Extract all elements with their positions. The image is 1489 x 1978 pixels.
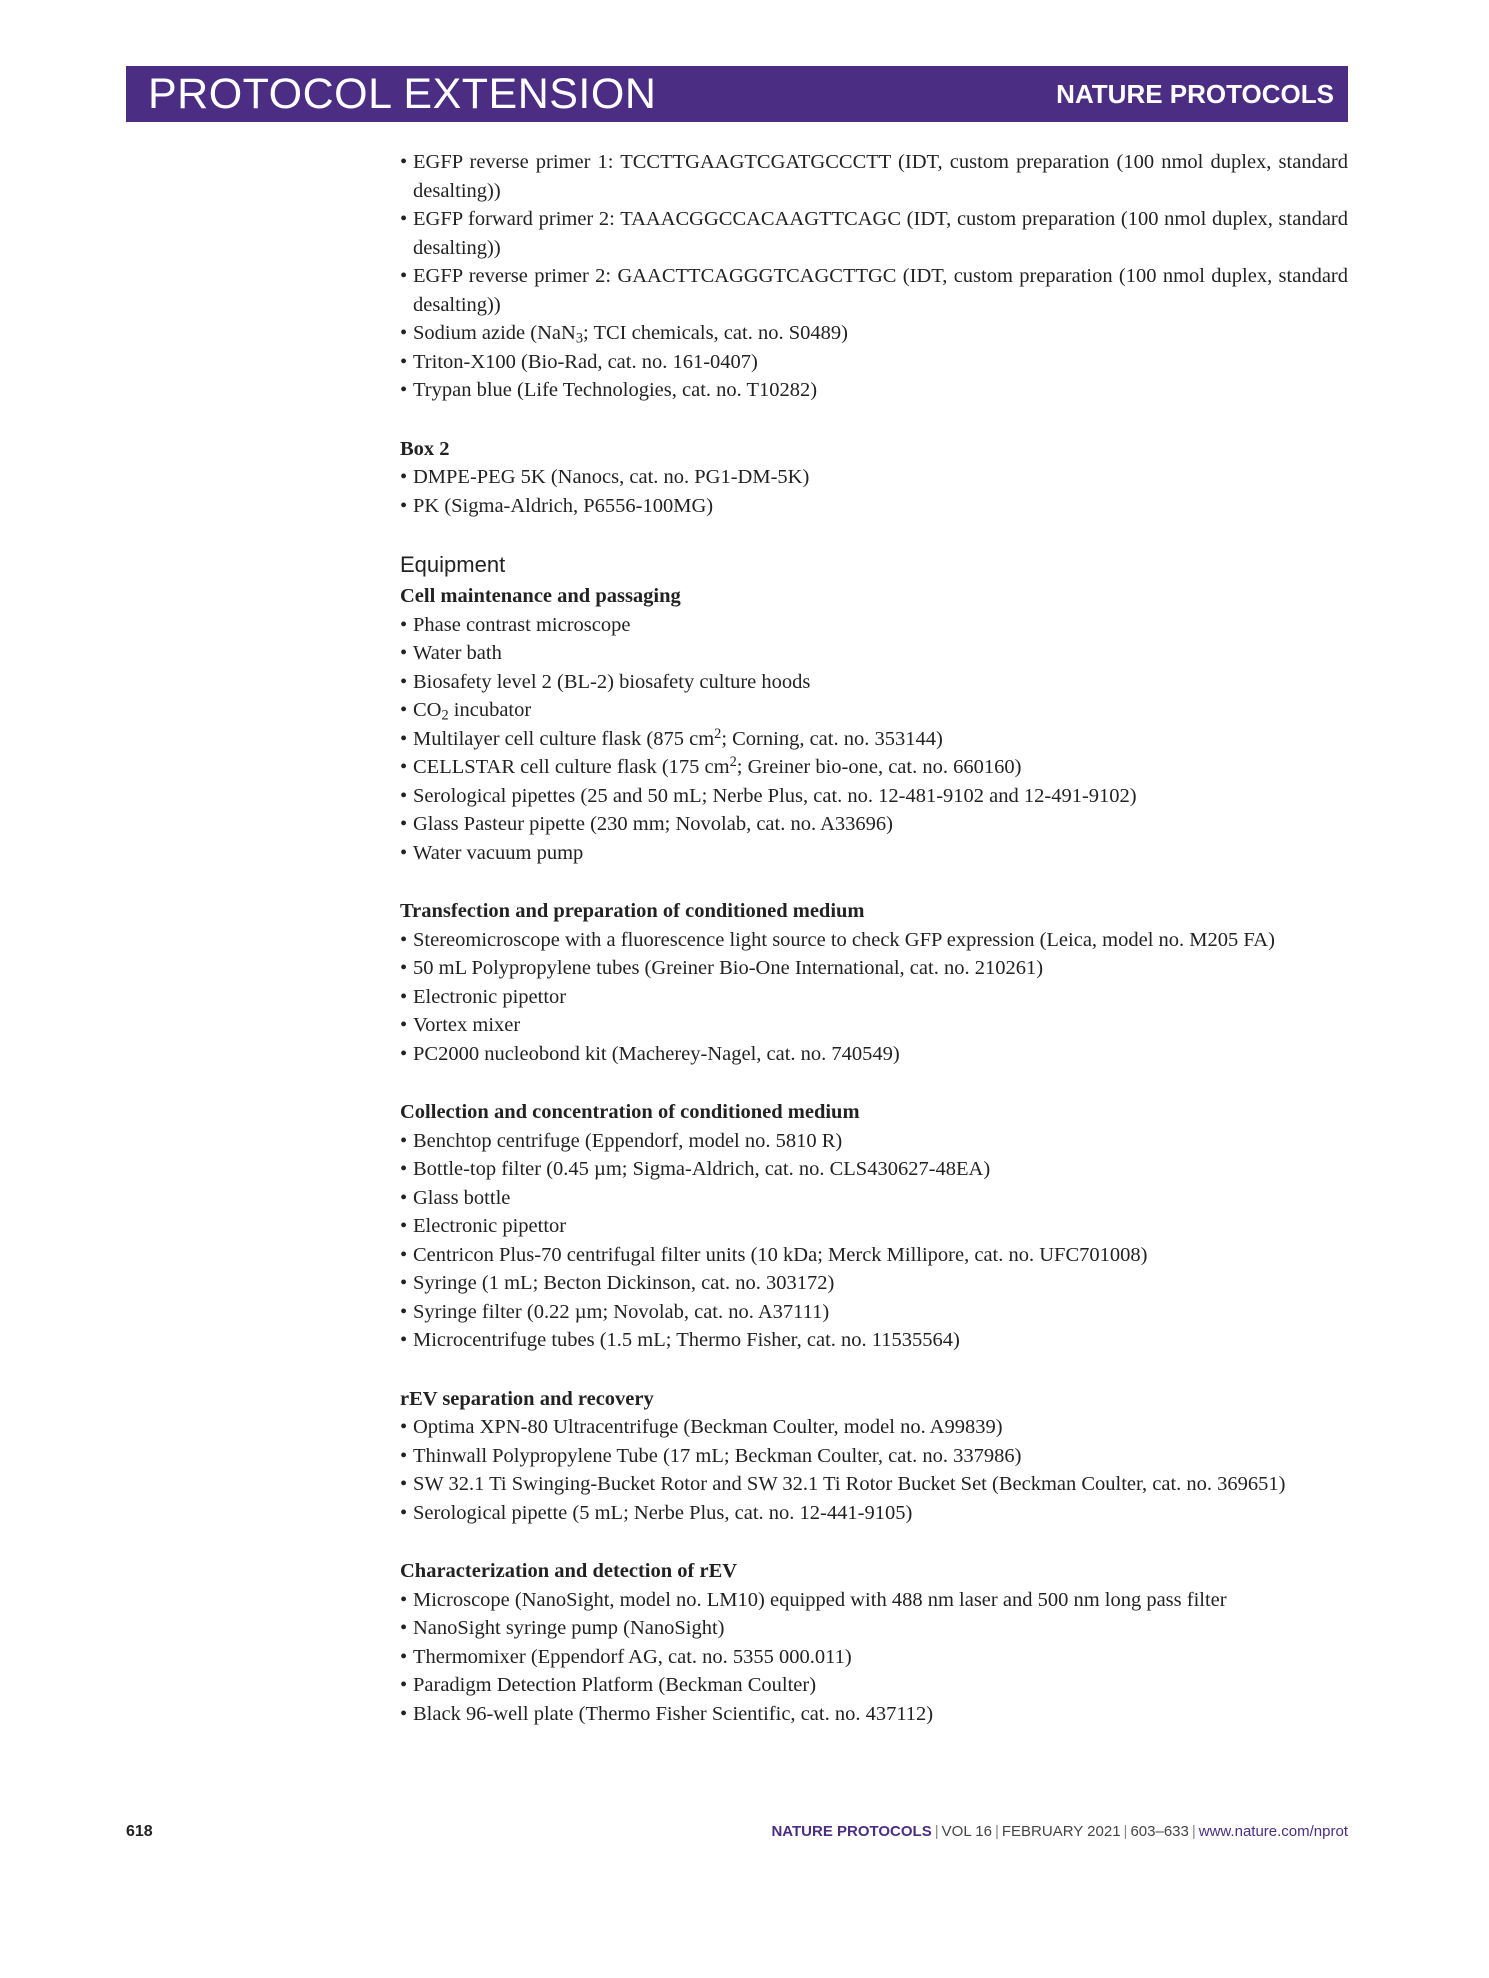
page-footer <box>126 1823 1348 1847</box>
footer-pages: 603–633 <box>1130 1823 1189 1840</box>
bullet-icon: • <box>400 1702 408 1725</box>
bullet-icon: • <box>400 756 408 778</box>
list-item-text: Electronic pipettor <box>413 1215 567 1237</box>
bullet-icon: • <box>400 1158 408 1180</box>
bullet-icon: • <box>400 1416 408 1438</box>
page-body <box>400 148 1348 1728</box>
list-item <box>400 810 1348 839</box>
list-item <box>400 1241 1348 1270</box>
list-item-text: Vortex mixer <box>413 1014 521 1036</box>
subsection-heading-characterization: Characterization and detection of rEV <box>400 1560 738 1582</box>
list-item-text: Glass bottle <box>413 1186 511 1209</box>
list-item-text: Serological pipettes (25 and 50 mL; Nerbe Plus, cat. no. 12-481-9102 and 12-491-9102) <box>413 784 1137 807</box>
list-item <box>400 1326 1348 1355</box>
list-item-text: NanoSight syringe pump (NanoSight) <box>413 1617 725 1639</box>
list-item <box>400 1212 1348 1241</box>
list-item <box>400 463 1348 492</box>
list-item <box>400 262 1348 319</box>
bullet-icon: • <box>400 1272 408 1294</box>
bullet-icon: • <box>400 1243 408 1266</box>
bullet-icon: • <box>400 699 408 721</box>
list-item-text: DMPE-PEG 5K (Nanocs, cat. no. PG1-DM-5K) <box>413 466 810 488</box>
bullet-icon: • <box>400 957 408 979</box>
list-item <box>400 611 1348 640</box>
bullet-icon: • <box>400 1329 408 1351</box>
list-item <box>400 839 1348 868</box>
subsection-heading-collection: Collection and concentration of conditioned medium <box>400 1101 860 1123</box>
list-item <box>400 1643 1348 1672</box>
list-item-text: Bottle-top filter (0.45 µm; Sigma-Aldrich, cat. no. CLS430627-48EA) <box>413 1158 991 1180</box>
bullet-icon: • <box>400 1215 408 1237</box>
list-item <box>400 1155 1348 1184</box>
subsection-heading-box2: Box 2 <box>400 437 450 460</box>
list-item-text: Stereomicroscope with a fluorescence light source to check GFP expression (Leica, model no. M205 FA) <box>413 928 1275 951</box>
list-item <box>400 1470 1348 1499</box>
list-item <box>400 319 1348 348</box>
bullet-icon: • <box>400 265 408 287</box>
bullet-icon: • <box>400 784 408 807</box>
list-item <box>400 983 1348 1012</box>
list-item-text: EGFP forward primer 2: TAAACGGCCACAAGTTCAGC (IDT, custom preparation (100 nmol duplex, standard desalting)) <box>413 208 1348 259</box>
list-item <box>400 668 1348 697</box>
bullet-icon: • <box>400 1645 408 1668</box>
bullet-icon: • <box>400 1014 408 1036</box>
bullet-icon: • <box>400 1444 408 1467</box>
list-item-text: Multilayer cell culture flask (875 $cm^2$; Corning, cat. no. 353144) <box>413 725 943 750</box>
list-item <box>400 782 1348 811</box>
list-item <box>400 1269 1348 1298</box>
list-item <box>400 1614 1348 1643</box>
bullet-icon: • <box>400 928 408 951</box>
list-item-text: PK (Sigma-Aldrich, P6556-100MG) <box>413 494 714 517</box>
list-item <box>400 1671 1348 1700</box>
list-item-text: Biosafety level 2 (BL-2) biosafety culture hoods <box>413 670 811 693</box>
list-item <box>400 1127 1348 1156</box>
list-item-text: Sodium azide (NaN$_3$; TCI chemicals, cat. no. S0489) <box>413 322 848 347</box>
list-item-text: Water vacuum pump <box>413 841 584 864</box>
list-item <box>400 148 1348 205</box>
section-heading-equipment: Equipment <box>400 552 506 577</box>
journal-name-header: NATURE PROTOCOLS <box>1056 79 1334 109</box>
bullet-icon: • <box>400 208 408 230</box>
list-item <box>400 696 1348 725</box>
list-item-text: Trypan blue (Life Technologies, cat. no. T10282) <box>413 379 818 401</box>
bullet-icon: • <box>400 1042 408 1065</box>
subsection-heading-cell-maintenance: Cell maintenance and passaging <box>400 585 681 607</box>
bullet-icon: • <box>400 1588 408 1611</box>
list-item <box>400 205 1348 262</box>
bullet-icon: • <box>400 379 408 401</box>
bullet-icon: • <box>400 1674 408 1696</box>
bullet-icon: • <box>400 1617 408 1639</box>
list-item-text: Serological pipette (5 mL; Nerbe Plus, cat. no. 12-441-9105) <box>413 1501 913 1524</box>
bullet-icon: • <box>400 151 408 173</box>
list-item-text: Glass Pasteur pipette (230 mm; Novolab, cat. no. A33696) <box>413 813 893 835</box>
list-item-text: Black 96-well plate (Thermo Fisher Scientific, cat. no. 437112) <box>413 1702 934 1725</box>
list-item-text: Electronic pipettor <box>413 985 567 1008</box>
list-item-text: EGFP reverse primer 1: TCCTTGAAGTCGATGCCCTT (IDT, custom preparation (100 nmol duplex, standard desalting)) <box>413 151 1348 202</box>
list-item <box>400 492 1348 521</box>
list-item <box>400 348 1348 377</box>
list-item-text: Microscope (NanoSight, model no. LM10) equipped with 488 nm laser and 500 nm long pass filter <box>413 1588 1227 1611</box>
list-item-text: SW 32.1 Ti Swinging-Bucket Rotor and SW 32.1 Ti Rotor Bucket Set (Beckman Coulter, cat. no. 369651) <box>413 1473 1286 1495</box>
list-item-text: Thermomixer (Eppendorf AG, cat. no. 5355 000.011) <box>413 1645 852 1668</box>
bullet-icon: • <box>400 494 408 517</box>
list-item <box>400 1011 1348 1040</box>
list-item-text: Paradigm Detection Platform (Beckman Coulter) <box>413 1674 817 1696</box>
journal-url-link[interactable]: www.nature.com/nprot <box>1198 1823 1348 1840</box>
list-item <box>400 1040 1348 1069</box>
subsection-heading-rev-separation: rEV separation and recovery <box>400 1387 654 1410</box>
list-item-text: EGFP reverse primer 2: GAACTTCAGGGTCAGCTTGC (IDT, custom preparation (100 nmol duplex, standard desalting)) <box>413 265 1348 316</box>
list-item <box>400 1298 1348 1327</box>
list-item-text: Thinwall Polypropylene Tube (17 mL; Beckman Coulter, cat. no. 337986) <box>413 1444 1022 1467</box>
list-item-text: 50 mL Polypropylene tubes (Greiner Bio-One International, cat. no. 210261) <box>413 957 1044 979</box>
bullet-icon: • <box>400 1129 408 1152</box>
bullet-icon: • <box>400 322 408 344</box>
list-item-text: Benchtop centrifuge (Eppendorf, model no. 5810 R) <box>413 1129 843 1152</box>
list-item-text: Optima XPN-80 Ultracentrifuge (Beckman Coulter, model no. A99839) <box>413 1416 1003 1438</box>
list-item-text: PC2000 nucleobond kit (Macherey-Nagel, cat. no. 740549) <box>413 1042 900 1065</box>
bullet-icon: • <box>400 1501 408 1524</box>
list-item <box>400 1586 1348 1615</box>
list-item-text: Water bath <box>413 642 502 664</box>
list-item <box>400 1499 1348 1528</box>
bullet-icon: • <box>400 841 408 864</box>
footer-volume: VOL 16 <box>941 1823 992 1840</box>
list-item-text: Syringe (1 mL; Becton Dickinson, cat. no. 303172) <box>413 1272 835 1294</box>
list-item <box>400 1184 1348 1213</box>
list-item-text: CELLSTAR cell culture flask (175 $cm^2$; Greiner bio-one, cat. no. 660160) <box>413 753 1022 778</box>
bullet-icon: • <box>400 1473 408 1495</box>
bullet-icon: • <box>400 613 408 636</box>
list-item <box>400 725 1348 754</box>
list-item <box>400 926 1348 955</box>
bullet-icon: • <box>400 1300 408 1323</box>
bullet-icon: • <box>400 985 408 1008</box>
header-banner <box>126 66 1348 122</box>
list-item-text: Triton-X100 (Bio-Rad, cat. no. 161-0407) <box>413 350 758 373</box>
list-item <box>400 376 1348 405</box>
bullet-icon: • <box>400 466 408 488</box>
article-type-label: PROTOCOL EXTENSION <box>148 70 657 118</box>
bullet-icon: • <box>400 670 408 693</box>
footer-date: FEBRUARY 2021 <box>1001 1823 1121 1840</box>
list-item-text: Centricon Plus-70 centrifugal filter units (10 kDa; Merck Millipore, cat. no. UFC701008) <box>413 1243 1148 1266</box>
bullet-icon: • <box>400 813 408 835</box>
bullet-icon: • <box>400 1186 408 1209</box>
page-number: 618 <box>126 1823 153 1840</box>
list-item <box>400 954 1348 983</box>
bullet-icon: • <box>400 727 408 750</box>
list-item-text: Microcentrifuge tubes (1.5 mL; Thermo Fisher, cat. no. 11535564) <box>413 1329 960 1351</box>
list-item <box>400 639 1348 668</box>
list-item <box>400 753 1348 782</box>
bullet-icon: • <box>400 642 408 664</box>
list-item-text: $CO_2$ incubator <box>413 699 532 724</box>
list-item <box>400 1442 1348 1471</box>
bullet-icon: • <box>400 350 408 373</box>
footer-journal-name: NATURE PROTOCOLS <box>771 1823 932 1840</box>
list-item-text: Syringe filter (0.22 µm; Novolab, cat. no. A37111) <box>413 1300 830 1323</box>
subsection-heading-transfection: Transfection and preparation of conditioned medium <box>400 900 865 922</box>
list-item-text: Phase contrast microscope <box>413 613 631 636</box>
list-item <box>400 1413 1348 1442</box>
citation-line: NATURE PROTOCOLS | VOL 16 | FEBRUARY 2021 | 603–633 | www.nature.com/nprot <box>771 1823 1348 1840</box>
list-item <box>400 1700 1348 1729</box>
